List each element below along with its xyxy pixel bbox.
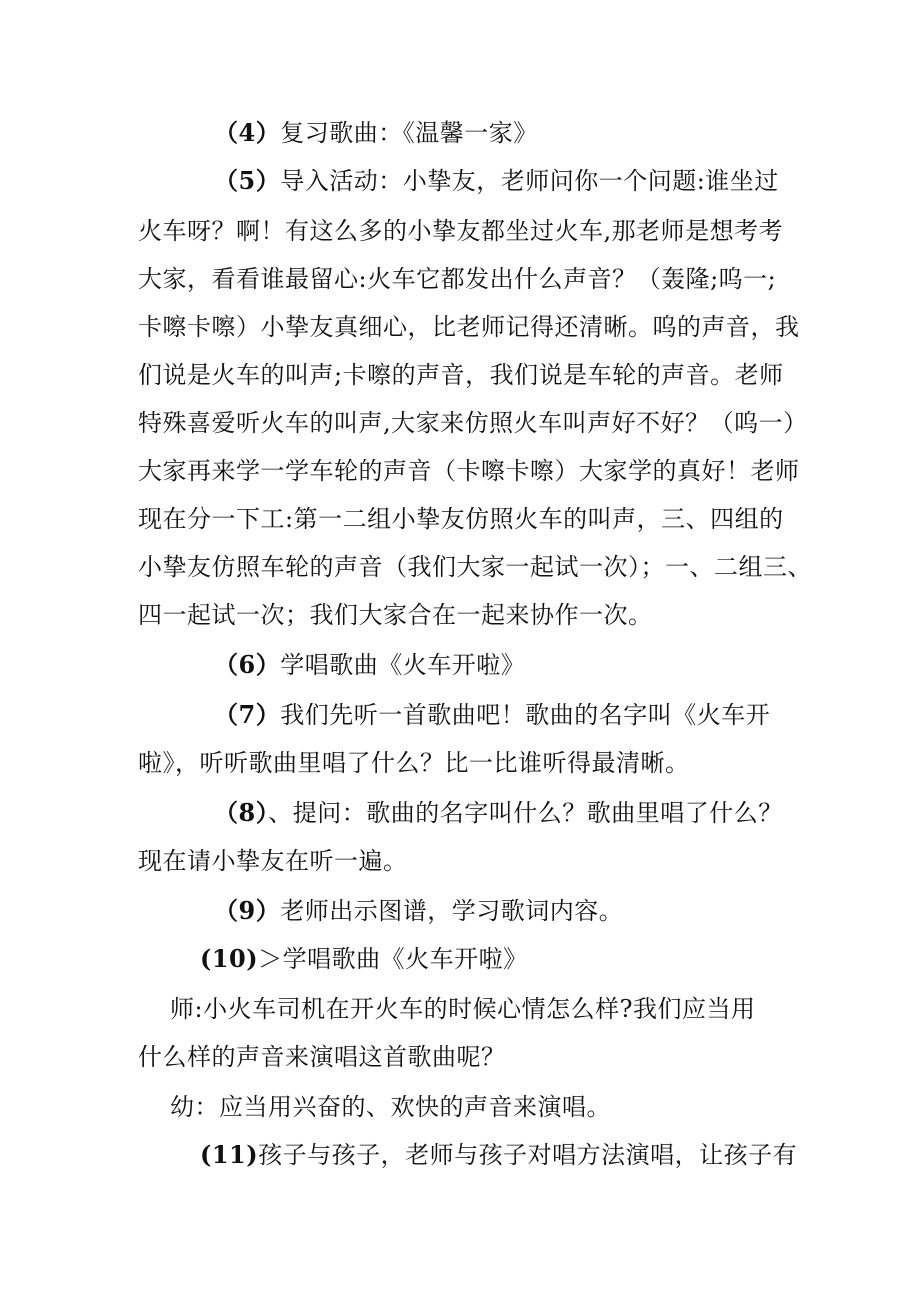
line-text: 幼：应当用兴奋的、欢快的声音来演唱。 (170, 1093, 611, 1121)
line-text: 学唱歌曲《火车开啦》 (280, 651, 526, 679)
paragraph-line (138, 216, 798, 246)
line-text: 啦》，听听歌曲里唱了什么？比一比谁听得最清晰。 (138, 749, 690, 777)
line-text: 孩子与孩子，老师与孩子对唱方法演唱，让孩子有 (258, 1141, 798, 1169)
paragraph-line (170, 1092, 830, 1122)
line-text: 现在请小挚友在听一遍。 (138, 847, 408, 875)
item-number: （9） (214, 896, 281, 925)
item-number: (10) (200, 944, 259, 973)
line-text: 什么样的声音来演唱这首歌曲呢？ (138, 1043, 506, 1071)
line-text: 复习歌曲：《温馨一家》 (280, 119, 538, 147)
item-number: （5） (214, 166, 281, 195)
paragraph-line (138, 552, 812, 582)
paragraph-line (200, 1140, 860, 1170)
paragraph-line (214, 700, 874, 730)
item-number: (11) (200, 1140, 259, 1169)
paragraph-line (138, 504, 798, 534)
paragraph-line (138, 456, 798, 486)
item-number: （7） (214, 700, 281, 729)
paragraph-line (138, 1042, 798, 1072)
item-number: （4） (214, 118, 281, 147)
line-text: 大家再来学一学车轮的声音（卡嚓卡嚓）大家学的真好！老师 (138, 457, 800, 485)
paragraph-line (214, 896, 874, 926)
line-text: 我们先听一首歌曲吧！歌曲的名字叫《火车开 (280, 701, 771, 729)
line-text: 现在分一下工:第一二组小挚友仿照火车的叫声，三、四组的 (138, 505, 784, 533)
line-text: 四一起试一次；我们大家合在一起来协作一次。 (138, 601, 653, 629)
paragraph-line (138, 748, 798, 778)
paragraph-line (138, 360, 798, 390)
line-text: 火车呀？啊！有这么多的小挚友都坐过火车,那老师是想考考 (138, 217, 784, 245)
paragraph-line (138, 312, 798, 342)
paragraph-line (214, 118, 874, 148)
line-text: 小挚友仿照车轮的声音（我们大家一起试一次）；一、二组三、 (138, 553, 812, 581)
line-text: 特殊喜爱听火车的叫声,大家来仿照火车叫声好不好？（呜一） (138, 409, 808, 437)
paragraph-line (138, 600, 798, 630)
paragraph-line (170, 994, 830, 1024)
item-number: （8） (214, 798, 269, 827)
paragraph-line (200, 944, 860, 974)
paragraph-line (138, 408, 808, 438)
line-text: 导入活动：小挚友，老师问你一个问题:谁坐过 (280, 167, 779, 195)
line-text: 们说是火车的叫声;卡嚓的声音，我们说是车轮的声音。老师 (138, 361, 784, 389)
line-text: 大家，看看谁最留心:火车它都发出什么声音？（轰隆;呜一; (138, 265, 777, 293)
paragraph-line (214, 166, 874, 196)
line-text: 师:小火车司机在开火车的时候心情怎么样?我们应当用 (170, 995, 756, 1023)
line-text: 卡嚓卡嚓）小挚友真细心，比老师记得还清晰。呜的声音，我 (138, 313, 800, 341)
line-text: 老师出示图谱，学习歌词内容。 (280, 897, 624, 925)
paragraph-line (138, 264, 798, 294)
paragraph-line (214, 650, 874, 680)
paragraph-line (214, 798, 874, 828)
item-number: （6） (214, 650, 281, 679)
paragraph-line (138, 846, 798, 876)
line-text: ＞学唱歌曲《火车开啦》 (258, 945, 528, 973)
line-text: 、提问：歌曲的名字叫什么？歌曲里唱了什么？ (268, 799, 783, 827)
